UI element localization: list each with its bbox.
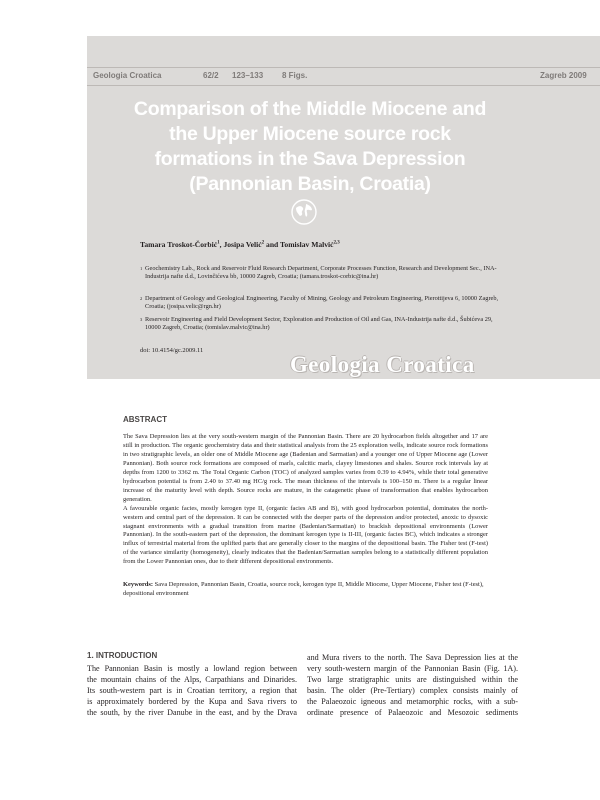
author-separator: ,	[219, 240, 224, 249]
text-line: the Palaeozoic igneous and metamorphic rocks, with a sub-	[307, 697, 518, 707]
affiliation-number: 1	[140, 266, 143, 271]
text-line: very south-western margin of the Pannonian Basin (Fig. 1A).	[307, 664, 518, 674]
text-line: Its south-western part is in Croatian territory, a region that	[87, 686, 297, 696]
author-list	[140, 240, 340, 249]
author-name: Josipa Velić	[223, 240, 262, 249]
keywords-text: Sava Depression, Pannonian Basin, Croatia, source rock, kerogen type II, Middle Miocene, Upper Miocene, Fisher test (F-test), depositional environment	[123, 581, 484, 597]
affiliation-number: 3	[140, 317, 143, 322]
text-line: the mountain chains of the Alps, Carpathians and Dinarides.	[87, 675, 297, 685]
affiliation-number: 2	[140, 296, 143, 301]
text-line: The Pannonian Basin is mostly a lowland region between	[87, 664, 297, 673]
abstract-body	[123, 433, 488, 567]
author-name: Tamara Troskot-Čorbić	[140, 240, 218, 249]
affiliation-text: Geochemistry Lab., Rock and Reservoir Fluid Research Department, Corporate Processes Function, Research and Development Sec., INA-Industrija nafte d.d., Lovinčićeva bb, 10000 Zagreb, Croatia; (tamara.troskot-corbic@ina.hr)	[145, 265, 497, 281]
text-line: basin. The older (Pre-Tertiary) complex consists mainly of	[307, 686, 518, 696]
journal-name: Geologia Croatica	[93, 71, 162, 80]
text-line: ordinate presence of Palaeozoic and Mesozoic sediments	[307, 708, 518, 718]
figure-count: 8 Figs.	[282, 71, 308, 80]
title-line: the Upper Miocene source rock	[169, 123, 451, 145]
body-column-left	[87, 663, 297, 718]
section-heading-introduction: 1. INTRODUCTION	[87, 651, 158, 660]
abstract-paragraph: The Sava Depression lies at the very south-western margin of the Pannonian Basin. There are 20 hydrocarbon fields altogether and 17 are still in production. The organic geochemistry data and their statistical analysis from the 25 exploration wells, indicate source rock formations in two stratigraphic levels, an older one of Middle Miocene age (Badenian and Sarmatian) and a younger one of Upper Miocene age (Lower Pannonian). Both source rock formations are composed of marls, calcitic marls, clayey limestones and shales. Source rock intervals lay at depths from 1200 to 3362 m. The Total Organic Carbon (TOC) of analyzed samples varies from 0.39 to 4.94%, while their total generative hydrocarbon potential is from 2.40 to 37.40 mg HC/g rock. The mean thickness of the intervals is 100–150 m. There is a regular linear increase of the maturity level with depth. Source rocks are mature, in the catagenetic phase of transformation that enables hydrocarbon generation.	[123, 433, 488, 503]
journal-watermark: Geologia Croatica	[290, 352, 475, 377]
author-separator: and	[264, 240, 281, 249]
body-column-right	[307, 652, 518, 719]
title-line: Comparison of the Middle Miocene and	[133, 98, 487, 120]
paper-title	[100, 97, 520, 197]
journal-meta-bar	[87, 67, 600, 86]
keywords-label: Keywords:	[123, 581, 154, 588]
author-affiliation-mark: 1	[217, 240, 220, 246]
text-line: is approximately bordered by the Kupa and Sava rivers to	[87, 697, 297, 707]
author-affiliation-mark: 2,3	[333, 240, 340, 246]
affiliation	[140, 316, 500, 333]
affiliation	[140, 295, 500, 312]
affiliation	[140, 265, 500, 282]
author-affiliation-mark: 2	[261, 240, 265, 246]
place-year: Zagreb 2009	[540, 71, 587, 80]
affiliation-text: Department of Geology and Geological Engineering, Faculty of Mining, Geology and Petroleum Engineering, Pierottijeva 6, 10000 Zagreb, Croatia; (josipa.velic@rgn.hr)	[145, 295, 499, 311]
title-line: formations in the Sava Depression	[154, 148, 466, 170]
text-line: and Mura rivers to the north. The Sava Depression lies at the	[307, 653, 518, 662]
title-line: (Pannonian Basin, Croatia)	[189, 173, 431, 195]
volume: 62/2	[203, 71, 219, 80]
page-range: 123–133	[232, 71, 264, 80]
globe-icon	[291, 199, 317, 225]
text-line: the south, by the river Danube in the east, and by the Drava	[87, 708, 297, 718]
doi[interactable]: doi: 10.4154/gc.2009.11	[140, 347, 204, 354]
abstract-paragraph: A favourable organic facies, mostly kerogen type II, (organic facies AB and B), with good hydrocarbon potential, dominates the north-western and central part of the depression. It can be connected with the deeper parts of the depression and/or protected, anoxic to dysoxic stagnant environments with a gradual transition from marine (Badenian/Sarmatian) to brackish depositional environments (Lower Pannonian). In the south-eastern part of the depression, the dominant kerogen type is II-III, (organic facies BC), which indicates a stronger influx of terrestrial material from the uplifted parts that are generally closer to the margins of the depositional basin. The Fisher test (F-test) of the variance similarity (homogeneity), clearly indicates that the Badenian/Sarmatian samples belong to a statistically different population from the Lower Pannonian ones, due to their different depositional environments.	[123, 504, 488, 566]
author-name: Tomislav Malvić	[280, 240, 334, 249]
affiliation-text: Reservoir Engineering and Field Development Sector, Exploration and Production of Oil and Gas, INA-Industrija nafte d.d., Šubićeva 29, 10000 Zagreb, Croatia; (tomislav.malvic@ina.hr)	[145, 316, 493, 332]
abstract-heading: ABSTRACT	[123, 415, 167, 424]
text-line: Two large stratigraphic units are distinguished within the	[307, 675, 518, 685]
keywords	[123, 580, 488, 598]
